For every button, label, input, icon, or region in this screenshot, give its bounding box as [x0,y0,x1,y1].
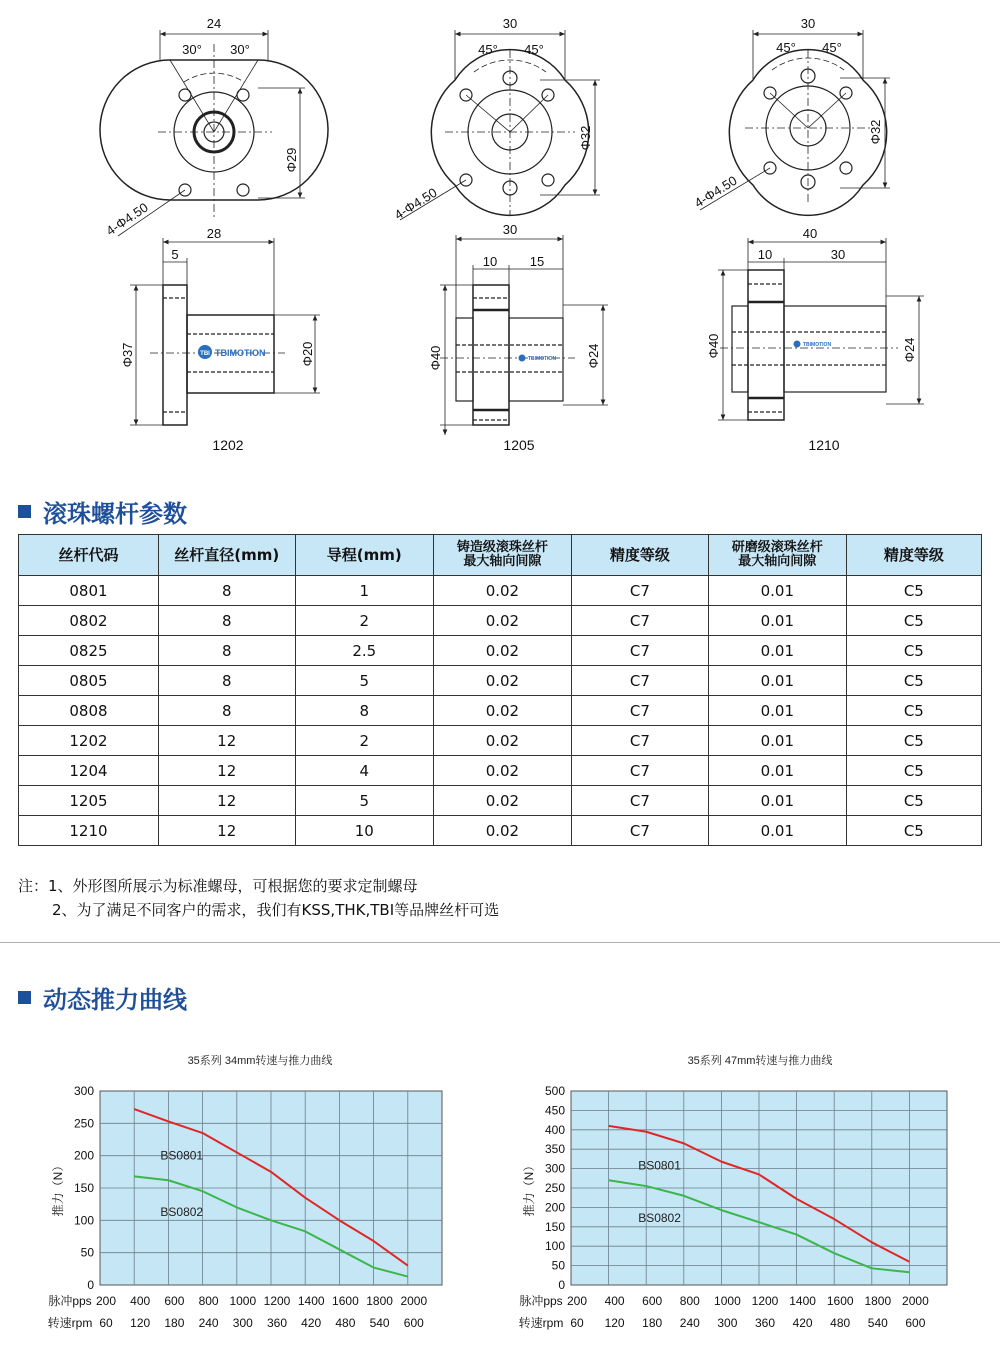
table-cell: C5 [846,726,981,756]
table-cell: 8 [295,696,434,726]
dim-length: 40 [802,226,818,241]
y-tick-label: 400 [544,1122,565,1137]
x-tick-label: 540 [867,1316,888,1330]
chart-title: 35系列 34mm转速与推力曲线 [187,1055,333,1067]
dim-flange: 5 [171,247,179,262]
tbi-logo [198,345,266,359]
dim-body-dia: Φ24 [586,343,601,369]
y-tick-label: 200 [73,1148,94,1163]
drawing-label: 1202 [212,437,244,453]
table-cell: 12 [158,756,295,786]
table-cell: 12 [158,786,295,816]
table-cell: C7 [571,666,708,696]
x-tick-label: 300 [232,1316,253,1330]
table-cell: 0805 [19,666,159,696]
table-cell: 0808 [19,696,159,726]
table-cell: 0.02 [434,786,572,816]
x-tick-label: 300 [717,1316,738,1330]
table-cell: C5 [846,576,981,606]
dim-width: 24 [206,16,222,31]
y-tick-label: 0 [87,1278,94,1292]
dim-flange-dia: Φ37 [120,342,135,368]
table-cell: 1204 [19,756,159,786]
x-tick-label: 1000 [714,1294,741,1308]
x-tick-label: 1000 [229,1294,257,1308]
table-cell: 0.02 [434,636,572,666]
table-cell: 8 [158,606,295,636]
table-cell: 4 [295,756,434,786]
y-axis-label: 推力（N） [51,1159,65,1217]
y-tick-label: 0 [558,1278,565,1292]
dim-length: 28 [206,226,222,241]
table-cell: 0.01 [708,786,846,816]
dim-diameter: Φ32 [578,125,593,151]
table-cell: C7 [571,606,708,636]
table-header-cell: 铸造级滚珠丝杆 最大轴向间隙 [434,535,572,576]
table-row [19,576,982,606]
thrust-chart-34mm [0,1040,500,1345]
notes [18,874,499,922]
table-row [19,636,982,666]
dim-width: 30 [502,16,518,31]
table-row [19,816,982,846]
x-tick-label: 1400 [297,1294,325,1308]
table-header-cell: 导程(mm) [295,535,434,576]
table-cell: C5 [846,666,981,696]
table-cell: 1202 [19,726,159,756]
table-header-cell: 丝杆代码 [19,535,159,576]
dim-body-len: 30 [830,247,846,262]
table-cell: 2 [295,606,434,636]
drawing-1205-side-view [440,235,608,435]
table-cell: C7 [571,696,708,726]
thrust-chart-47mm [500,1040,1000,1345]
table-header-cell: 精度等级 [846,535,981,576]
dim-diameter: Φ32 [868,119,883,145]
table-cell: 2.5 [295,636,434,666]
x-tick-label: 240 [198,1316,219,1330]
x-tick-label: 600 [164,1294,185,1308]
y-tick-label: 250 [544,1181,565,1195]
technical-drawings [0,0,1000,470]
params-section-title: 滚珠螺杆参数 [18,494,187,529]
table-cell: 1210 [19,816,159,846]
table-cell: C5 [846,636,981,666]
x-tick-label: 480 [335,1316,356,1330]
dim-flange: 10 [757,247,773,262]
y-tick-label: 50 [80,1245,94,1260]
curve-section-title: 动态推力曲线 [18,980,187,1015]
table-row [19,666,982,696]
dim-flange: 10 [482,254,498,269]
y-tick-label: 500 [544,1084,565,1098]
x-tick-label: 60 [99,1316,113,1330]
table-cell: 8 [158,666,295,696]
table-cell: 0.02 [434,726,572,756]
y-tick-label: 350 [544,1142,565,1157]
dim-holes: 4-Φ4.50 [391,184,440,223]
dim-width: 30 [800,16,816,31]
table-cell: 0.02 [434,576,572,606]
table-cell: C7 [571,786,708,816]
table-cell: 0.01 [708,696,846,726]
table-cell: 5 [295,786,434,816]
dim-diameter: Φ29 [284,147,299,173]
svg-text:TBIMOTION: TBIMOTION [528,356,557,362]
table-cell: 10 [295,816,434,846]
x-tick-label: 360 [754,1316,776,1330]
table-row [19,726,982,756]
table-cell: C7 [571,756,708,786]
x-tick-label: 600 [905,1316,926,1330]
x-tick-label: 180 [164,1316,185,1330]
series-label: BS0802 [160,1205,204,1220]
dim-body-dia: Φ20 [300,341,315,367]
table-cell: C5 [846,816,981,846]
drawing-1210-side-view [718,238,924,420]
x-tick-label: 480 [830,1316,851,1330]
x-tick-label: 1600 [826,1294,854,1308]
x-tick-label: 1200 [751,1294,779,1308]
note-line: 注：1、外形图所展示为标准螺母，可根据您的要求定制螺母 [18,877,418,895]
tbi-logo-small [794,341,832,349]
x-tick-label: 120 [130,1316,151,1330]
table-row [19,696,982,726]
drawing-1202-side-view [130,238,320,425]
table-cell: 0.01 [708,636,846,666]
x-tick-label: 1800 [864,1294,892,1308]
x-tick-label: 1200 [263,1294,291,1308]
y-tick-label: 150 [73,1181,94,1195]
table-cell: 0802 [19,606,159,636]
y-tick-label: 450 [544,1103,565,1118]
x-tick-label: 120 [604,1316,625,1330]
drawing-label: 1210 [808,437,840,453]
table-cell: 0.02 [434,816,572,846]
table-cell: C7 [571,636,708,666]
table-cell: 1205 [19,786,159,816]
table-cell: 1 [295,576,434,606]
x-tick-label: 2000 [902,1294,929,1308]
x-row1-label: 脉冲pps [519,1294,563,1308]
table-header-row [19,535,982,576]
dim-holes: 4-Φ4.50 [691,172,740,211]
table-cell: 0.02 [434,756,572,786]
x-tick-label: 200 [95,1294,117,1308]
table-cell: C5 [846,756,981,786]
table-cell: 0.02 [434,606,572,636]
y-tick-label: 200 [544,1200,565,1215]
dim-length: 30 [502,222,518,237]
x-tick-label: 420 [301,1316,322,1330]
dim-angle-right: 45° [822,40,842,55]
x-tick-label: 180 [642,1316,663,1330]
drawing-label: 1205 [503,437,535,453]
x-tick-label: 800 [198,1294,219,1308]
x-tick-label: 2000 [400,1294,428,1308]
table-row [19,756,982,786]
x-tick-label: 60 [570,1316,584,1330]
x-tick-label: 240 [679,1316,700,1330]
y-tick-label: 250 [73,1116,94,1131]
dim-angle-left: 45° [478,42,498,57]
x-row1-label: 脉冲pps [48,1294,92,1308]
table-cell: C5 [846,696,981,726]
series-label: BS0802 [638,1211,681,1226]
table-cell: 0.01 [708,816,846,846]
dim-angle-right: 45° [524,42,544,57]
y-tick-label: 150 [544,1219,565,1234]
table-cell: 12 [158,816,295,846]
y-tick-label: 50 [551,1258,565,1273]
table-cell: C7 [571,726,708,756]
dim-flange-dia: Φ40 [428,345,443,371]
svg-text:TBIMOTION: TBIMOTION [803,342,832,348]
table-cell: C5 [846,786,981,816]
table-cell: C7 [571,816,708,846]
dim-angle-left: 45° [776,40,796,55]
y-tick-label: 100 [544,1239,565,1254]
section-divider [0,942,1000,943]
table-header-cell: 研磨级滚珠丝杆 最大轴向间隙 [708,535,846,576]
table-cell: C7 [571,576,708,606]
table-cell: 0801 [19,576,159,606]
note-line: 2、为了满足不同客户的需求，我们有KSS,THK,TBI等品牌丝杆可选 [52,901,500,919]
table-cell: C5 [846,606,981,636]
params-table [18,534,982,846]
x-tick-label: 600 [403,1316,424,1330]
x-tick-label: 200 [566,1294,588,1308]
dim-flange-dia: Φ40 [706,333,721,359]
series-label: BS0801 [160,1148,204,1163]
x-row2-label: 转速rpm [518,1316,564,1330]
x-tick-label: 400 [604,1294,625,1308]
x-tick-label: 1400 [789,1294,816,1308]
section-bullet-icon [18,991,31,1004]
x-tick-label: 600 [642,1294,663,1308]
x-tick-label: 400 [130,1294,151,1308]
svg-text:TBIMOTION: TBIMOTION [215,348,266,358]
dim-angle-left: 30° [182,42,202,57]
x-tick-label: 420 [792,1316,813,1330]
y-tick-label: 300 [73,1084,94,1098]
table-cell: 0.01 [708,726,846,756]
table-cell: 0.01 [708,756,846,786]
dim-holes: 4-Φ4.50 [103,199,151,239]
x-tick-label: 1600 [332,1294,359,1308]
svg-text:TBI: TBI [200,351,210,357]
table-cell: 0.02 [434,666,572,696]
dim-body-len: 15 [529,254,545,269]
chart-title: 35系列 47mm转速与推力曲线 [687,1055,833,1067]
table-cell: 5 [295,666,434,696]
table-header-cell: 精度等级 [571,535,708,576]
y-axis-label: 推力（N） [522,1159,536,1217]
table-header-cell: 丝杆直径(mm) [158,535,295,576]
table-cell: 0.01 [708,666,846,696]
y-tick-label: 300 [544,1161,565,1176]
table-cell: 8 [158,576,295,606]
tbi-logo-small [519,355,557,363]
table-cell: 0.01 [708,606,846,636]
section-bullet-icon [18,505,31,518]
table-row [19,606,982,636]
table-cell: 12 [158,726,295,756]
series-label: BS0801 [638,1158,681,1173]
x-tick-label: 800 [679,1294,700,1308]
x-tick-label: 540 [369,1316,390,1330]
x-tick-label: 1800 [366,1294,393,1308]
table-cell: 2 [295,726,434,756]
table-row [19,786,982,816]
table-cell: 0825 [19,636,159,666]
x-tick-label: 360 [266,1316,288,1330]
table-cell: 0.02 [434,696,572,726]
table-cell: 0.01 [708,576,846,606]
dim-angle-right: 30° [230,42,250,57]
y-tick-label: 100 [73,1213,94,1228]
table-cell: 8 [158,696,295,726]
dim-body-dia: Φ24 [902,337,917,363]
table-cell: 8 [158,636,295,666]
x-row2-label: 转速rpm [47,1316,93,1330]
